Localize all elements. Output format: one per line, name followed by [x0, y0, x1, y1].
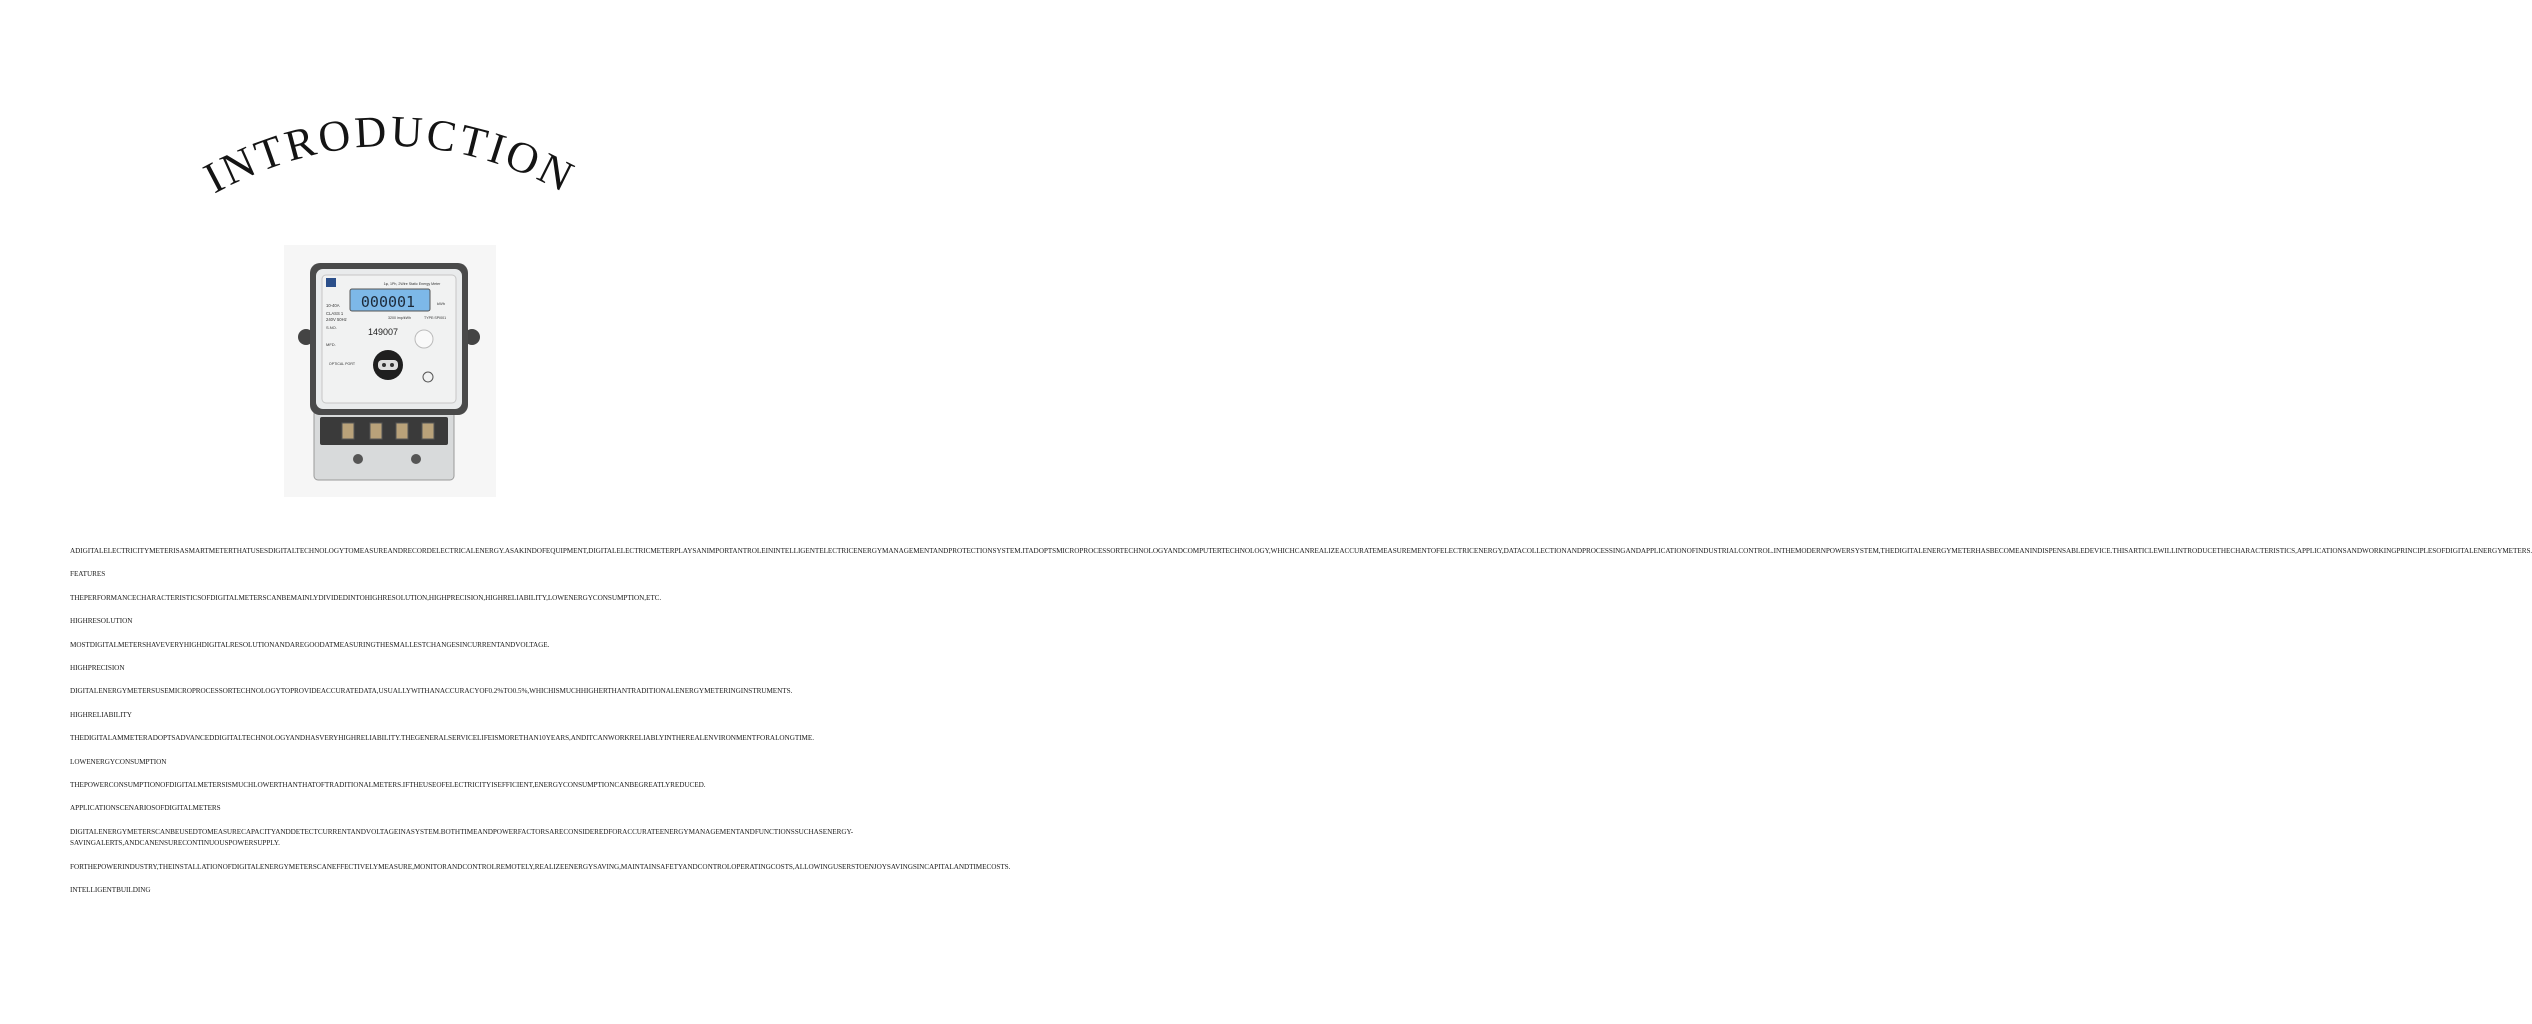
page-title: [180, 110, 600, 210]
paragraph: DIGITALENERGYMETERSCANBEUSEDTOMEASURECAPACITYANDDETECTCURRENTANDVOLTAGEINASYSTEM.BOTHTIMEANDPOWERFACTORSARECONSIDEREDFORACCURATEENERGYMANAGEMENTANDFUNCTIONSSUCHASENERGY-SAVINGALERTS,ANDCANENSURECONTINUOUSPOWERSUPPLY.: [70, 827, 854, 848]
meter-panel-heading: 1φ, 1Ph, 2Wire Static Energy Meter: [383, 282, 441, 286]
paragraph: FORTHEPOWERINDUSTRY,THEINSTALLATIONOFDIGITALENERGYMETERSCANEFFECTIVELYMEASURE,MONITORANDCONTROLREMOTELY,REALIZEENERGYSAVING,MAINTAINSAFETYANDCONTROLOPERATINGCOSTS,ALLOWINGUSERSTOENJOYSAVINGSINCAPITALANDTIMECOSTS.: [70, 862, 1011, 871]
meter-voltage: 240V 50Hz: [326, 317, 347, 322]
mfd-label: MFD.: [326, 342, 336, 347]
serial-label: S.NO.: [326, 325, 337, 330]
energy-meter-image: [284, 245, 496, 497]
optical-port-label: OPTICAL PORT: [328, 362, 356, 366]
lcd-unit: kWh: [437, 301, 445, 306]
article-body: [70, 546, 2532, 909]
meter-class: CLASS 1: [326, 311, 344, 316]
section-heading: APPLICATIONSCENARIOSOFDIGITALMETERS: [70, 804, 221, 813]
paragraph: THEDIGITALAMMETERADOPTSADVANCEDDIGITALTECHNOLOGYANDHASVERYHIGHRELIABILITY.THEGENERALSERVICELIFEISMORETHAN10YEARS,ANDITCANWORKRELIABLYINTHEREALENVIRONMENTFORALONGTIME.: [70, 734, 814, 743]
serial-number: 149007: [368, 327, 399, 337]
section-heading: FEATURES: [70, 570, 106, 579]
page-title-text: INTRODUCTION: [196, 110, 584, 203]
section-heading: HIGHRELIABILITY: [70, 710, 132, 719]
paragraph: THEPOWERCONSUMPTIONOFDIGITALMETERSISMUCHLOWERTHANTHATOFTRADITIONALMETERS.IFTHEUSEOFELECTRICITYISEFFICIENT,ENERGYCONSUMPTIONCANBEGREATLYREDUCED.: [70, 781, 706, 790]
section-heading: HIGHPRECISION: [70, 664, 125, 673]
paragraph: THEPERFORMANCECHARACTERISTICSOFDIGITALMETERSCANBEMAINLYDIVIDEDINTOHIGHRESOLUTION,HIGHPRECISION,HIGHRELIABILITY,LOWENERGYCONSUMPTION,ETC.: [70, 593, 662, 602]
meter-rating: 10-40A: [326, 303, 340, 308]
section-heading: INTELLIGENTBUILDING: [70, 886, 151, 895]
lcd-reading: 000001: [360, 293, 416, 311]
paragraph: DIGITALENERGYMETERSUSEMICROPROCESSORTECHNOLOGYTOPROVIDEACCURATEDATA,USUALLYWITHANACCURACYOF0.2%TO0.5%,WHICHISMUCHHIGHERTHANTRADITIONALENERGYMETERINGINSTRUMENTS.: [70, 687, 793, 696]
section-heading: HIGHRESOLUTION: [70, 617, 133, 626]
section-heading: LOWENERGYCONSUMPTION: [70, 757, 167, 766]
meter-constant: 3200 imp/kWh: [388, 316, 411, 320]
paragraph: ADIGITALELECTRICITYMETERISASMARTMETERTHATUSESDIGITALTECHNOLOGYTOMEASUREANDRECORDELECTRICALENERGY.ASAKINDOFEQUIPMENT,DIGITALELECTRICMETERPLAYSANIMPORTANTROLEININTELLIGENTELECTRICENERGYMANAGEMENTANDPROTECTIONSYSTEM.ITADOPTSMICROPROCESSORTECHNOLOGYANDCOMPUTERTECHNOLOGY,WHICHCANREALIZEACCURATEMEASUREMENTOFELECTRICENERGY,DATACOLLECTIONANDPROCESSINGANDAPPLICATIONOFINDUSTRIALCONTROL.INTHEMODERNPOWERSYSTEM,THEDIGITALENERGYMETERHASBECOMEANINDISPENSABLEDEVICE.THISARTICLEWILLINTRODUCETHECHARACTERISTICS,APPLICATIONSANDWORKINGPRINCIPLESOFDIGITALENERGYMETERS.: [70, 547, 2532, 555]
paragraph: MOSTDIGITALMETERSHAVEVERYHIGHDIGITALRESOLUTIONANDAREGOODATMEASURINGTHESMALLESTCHANGESINCURRENTANDVOLTAGE.: [70, 640, 550, 649]
meter-type: TYPE:SPI001: [424, 316, 447, 320]
